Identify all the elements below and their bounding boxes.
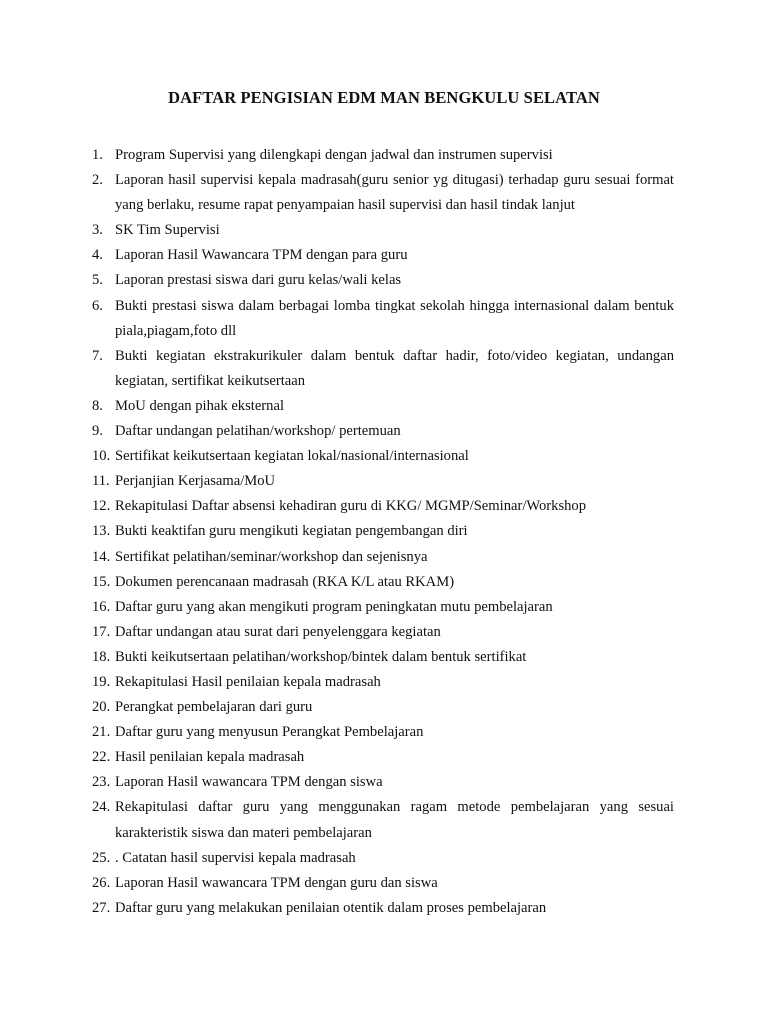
list-item-text: Laporan Hasil wawancara TPM dengan guru dan siswa — [115, 874, 438, 891]
list-item — [92, 494, 674, 519]
list-item-text: Perjanjian Kerjasama/MoU — [115, 473, 276, 490]
list-item-text: Rekapitulasi Daftar absensi kehadiran guru di KKG/ MGMP/Seminar/Workshop — [115, 498, 587, 515]
list-item — [92, 645, 674, 670]
list-item-number: 26. — [92, 874, 111, 891]
list-item-text: Sertifikat keikutsertaan kegiatan lokal/nasional/internasional — [115, 448, 469, 465]
list-item-text: Bukti keikutsertaan pelatihan/workshop/bintek dalam bentuk sertifikat — [115, 648, 527, 665]
list-item-text: Daftar guru yang akan mengikuti program peningkatan mutu pembelajaran — [115, 598, 553, 615]
list-item-number: 4. — [92, 247, 103, 264]
list-item — [92, 795, 674, 845]
list-item-number: 11. — [92, 473, 110, 490]
list-item — [92, 294, 674, 344]
list-item-text: Laporan Hasil Wawancara TPM dengan para guru — [115, 247, 408, 264]
document-list — [92, 143, 674, 921]
list-item — [92, 896, 674, 921]
list-item-number: 3. — [92, 222, 103, 239]
list-item-text: Daftar guru yang menyusun Perangkat Pembelajaran — [115, 724, 424, 741]
list-item-text: Laporan prestasi siswa dari guru kelas/wali kelas — [115, 272, 402, 289]
list-item-number: 16. — [92, 598, 111, 615]
list-item-number: 5. — [92, 272, 103, 289]
list-item — [92, 519, 674, 544]
list-item-number: 9. — [92, 423, 103, 440]
list-item-number: 19. — [92, 673, 111, 690]
document-title: DAFTAR PENGISIAN EDM MAN BENGKULU SELATAN — [168, 88, 600, 107]
list-item-text: Hasil penilaian kepala madrasah — [115, 749, 305, 766]
list-item — [92, 218, 674, 243]
list-item-text: Perangkat pembelajaran dari guru — [115, 699, 313, 716]
list-item — [92, 394, 674, 419]
list-item — [92, 695, 674, 720]
list-item — [92, 846, 674, 871]
list-item-number: 20. — [92, 699, 111, 716]
list-item-number: 2. — [92, 172, 103, 189]
list-item-text: Laporan hasil supervisi kepala madrasah(guru senior yg ditugasi) terhadap guru sesuai format yang berlaku, resume rapat penyampaian hasil supervisi dan hasil tindak lanjut — [115, 172, 674, 214]
list-item-number: 7. — [92, 347, 103, 364]
list-item — [92, 620, 674, 645]
list-item-text: Dokumen perencanaan madrasah (RKA K/L atau RKAM) — [115, 573, 455, 590]
list-item — [92, 243, 674, 268]
list-item — [92, 168, 674, 218]
list-item — [92, 570, 674, 595]
list-item — [92, 268, 674, 293]
list-item-number: 1. — [92, 147, 103, 163]
list-item — [92, 344, 674, 394]
list-item-number: 27. — [92, 899, 111, 916]
list-item-number: 18. — [92, 648, 111, 665]
list-item-text: Sertifikat pelatihan/seminar/workshop dan sejenisnya — [115, 548, 428, 565]
list-item-number: 21. — [92, 724, 111, 741]
list-item — [92, 444, 674, 469]
list-item — [92, 419, 674, 444]
list-item-number: 15. — [92, 573, 111, 590]
list-item-text: Bukti keaktifan guru mengikuti kegiatan pengembangan diri — [115, 523, 468, 540]
list-item-text: Program Supervisi yang dilengkapi dengan jadwal dan instrumen supervisi — [115, 147, 553, 163]
list-item-number: 6. — [92, 297, 103, 314]
list-item-text: Daftar undangan pelatihan/workshop/ pertemuan — [115, 423, 401, 440]
list-item — [92, 670, 674, 695]
list-item-text: Daftar guru yang melakukan penilaian otentik dalam proses pembelajaran — [115, 899, 547, 916]
list-item-number: 17. — [92, 623, 111, 640]
list-item-text: SK Tim Supervisi — [115, 222, 220, 239]
list-item-text: Laporan Hasil wawancara TPM dengan siswa — [115, 774, 383, 791]
list-item-number: 24. — [92, 799, 111, 816]
list-item-text: Bukti kegiatan ekstrakurikuler dalam bentuk daftar hadir, foto/video kegiatan, undangan kegiatan, sertifikat keikutsertaan — [115, 347, 674, 389]
list-item — [92, 770, 674, 795]
list-item-number: 25. — [92, 849, 111, 866]
list-item-text: . Catatan hasil supervisi kepala madrasah — [115, 849, 356, 866]
list-item — [92, 545, 674, 570]
list-item-text: Rekapitulasi daftar guru yang menggunakan ragam metode pembelajaran yang sesuai karakteristik siswa dan materi pembelajaran — [115, 799, 674, 841]
list-item-number: 14. — [92, 548, 111, 565]
list-item-number: 23. — [92, 774, 111, 791]
list-item-number: 10. — [92, 448, 111, 465]
list-item-text: MoU dengan pihak eksternal — [115, 397, 284, 414]
list-item — [92, 469, 674, 494]
list-item — [92, 143, 674, 168]
list-item — [92, 871, 674, 896]
list-item — [92, 720, 674, 745]
list-item-text: Rekapitulasi Hasil penilaian kepala madrasah — [115, 673, 381, 690]
list-item-number: 22. — [92, 749, 111, 766]
list-item — [92, 745, 674, 770]
list-item-text: Bukti prestasi siswa dalam berbagai lomba tingkat sekolah hingga internasional dalam bentuk piala,piagam,foto dll — [115, 297, 674, 339]
list-item-text: Daftar undangan atau surat dari penyelenggara kegiatan — [115, 623, 441, 640]
list-item-number: 12. — [92, 498, 111, 515]
list-item-number: 8. — [92, 397, 103, 414]
list-item-number: 13. — [92, 523, 111, 540]
list-item — [92, 595, 674, 620]
